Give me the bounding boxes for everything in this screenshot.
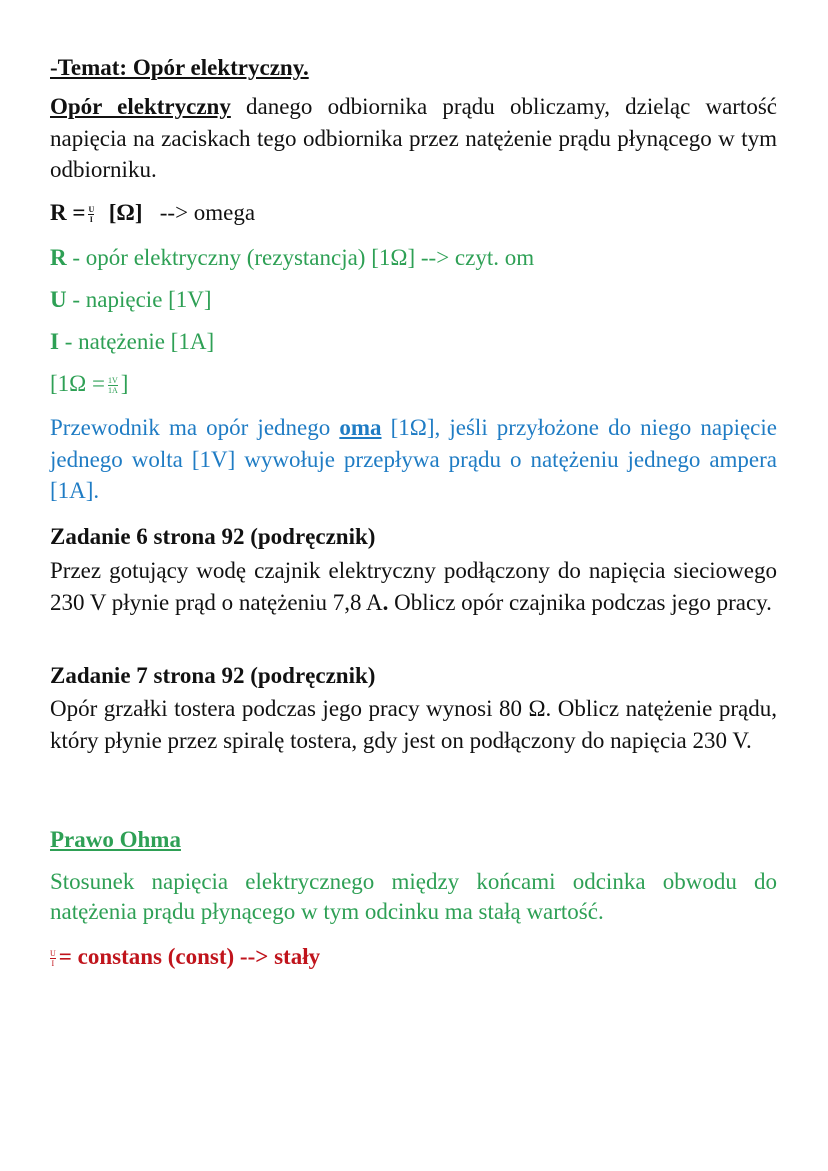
legend-symbol: I (50, 329, 59, 354)
legend-i (50, 326, 777, 358)
numerator: 1V (107, 376, 118, 386)
formula-unit: [Ω] (108, 200, 143, 225)
numerator: U (88, 205, 95, 215)
denominator: I (51, 959, 55, 969)
task6-text (50, 555, 777, 618)
page-title: -Temat: Opór elektryczny. (50, 55, 309, 80)
task6-body2: Oblicz opór czajnika podczas jego pracy. (388, 589, 772, 615)
definition-text: danego odbiornika prądu obliczamy, dzieląc wartość napięcia na zaciskach tego odbiornika przez natężenie prądu płynącego w tym odbiorniku. (50, 94, 777, 182)
unit-left: [1Ω = (50, 371, 105, 396)
task6-heading: Zadanie 6 strona 92 (podręcznik) (50, 524, 376, 549)
denominator: 1A (107, 386, 118, 396)
legend-r (50, 242, 777, 274)
task6-body: Przez gotujący wodę czajnik elektryczny podłączony do napięcia sieciowego 230 V płynie prąd o natężeniu 7,8 A (50, 558, 777, 615)
legend-text: - opór elektryczny (rezystancja) [1Ω] --> czyt. om (66, 245, 535, 270)
ohm-def-text: Przewodnik ma opór jednego (50, 415, 340, 440)
legend-symbol: R (50, 245, 67, 270)
ohm-term: oma (339, 415, 382, 440)
formula-lhs: R = (50, 200, 86, 225)
unit-definition (50, 368, 777, 400)
fraction-u-i (50, 949, 56, 968)
definition-term: Opór elektryczny (50, 94, 231, 119)
definition-paragraph (50, 91, 777, 186)
legend-text: - napięcie [1V] (66, 287, 212, 312)
task6-dot: . (382, 589, 389, 615)
denominator: I (89, 215, 93, 225)
resistance-formula (50, 197, 777, 229)
formula-note: --> omega (159, 200, 256, 225)
legend-u (50, 284, 777, 316)
numerator: U (50, 949, 56, 959)
ohm-law-formula (50, 941, 777, 973)
legend-symbol: U (50, 287, 67, 312)
formula-text: = constans (const) --> stały (58, 944, 321, 969)
ohm-law-heading: Prawo Ohma (50, 827, 181, 852)
ohm-definition (50, 412, 777, 507)
ohm-law-text: Stosunek napięcia elektrycznego między końcami odcinka obwodu do natężenia prądu płynącego w tym odcinku ma stałą wartość. (50, 869, 777, 924)
fraction-u-i (88, 205, 94, 224)
legend-text: - natężenie [1A] (58, 329, 215, 354)
ohm-def-text: [1Ω], jeśli przyłożone do niego napięcie jednego wolta [1V] wywołuje przepływa prądu o natężeniu jednego ampera [1A]. (50, 415, 777, 503)
fraction-v-a (108, 376, 118, 395)
task7-text: Opór grzałki tostera podczas jego pracy wynosi 80 Ω. Oblicz natężenie prądu, który płynie przez spiralę tostera, gdy jest on podłączony do napięcia 230 V. (50, 696, 777, 753)
task7-heading: Zadanie 7 strona 92 (podręcznik) (50, 663, 376, 688)
unit-right: ] (120, 371, 129, 396)
